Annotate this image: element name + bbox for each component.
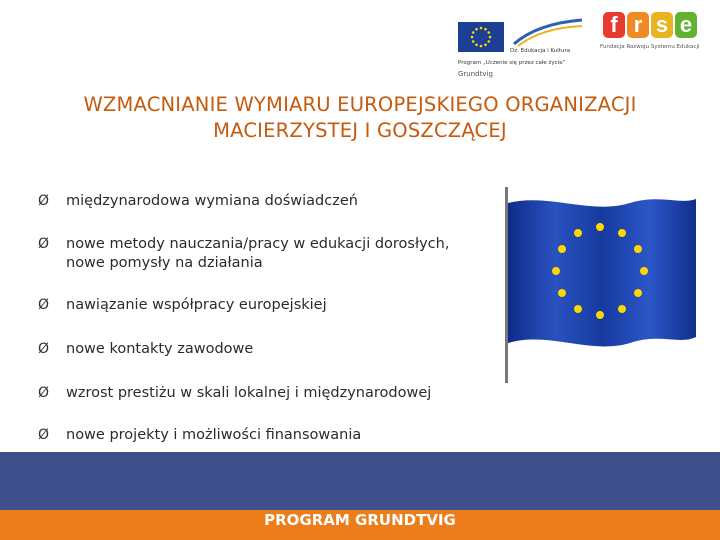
header-logos <box>450 12 712 80</box>
frse-letter: s <box>651 12 673 38</box>
footer-band <box>0 452 720 510</box>
frse-letter: e <box>675 12 697 38</box>
list-item <box>38 296 327 315</box>
list-item <box>38 426 361 445</box>
list-item-text: wzrost prestiżu w skali lokalnej i międzynarodowej <box>66 385 432 401</box>
program-swoosh-icon <box>512 18 584 48</box>
frse-letter: r <box>627 12 649 38</box>
list-item <box>38 192 358 211</box>
list-item-text: nowe metody nauczania/pracy w edukacji dorosłych, nowe pomysły na działania <box>66 236 450 271</box>
eu-program-name: Dz. Edukacja i Kultura <box>510 48 571 54</box>
frse-logo <box>600 12 710 72</box>
eu-flag-icon <box>458 22 504 52</box>
eu-program-sub: Grundtvig <box>458 70 493 78</box>
list-item <box>38 340 253 359</box>
arrow-bullet-icon: Ø <box>38 341 50 357</box>
frse-caption: Fundacja Rozwoju Systemu Edukacji <box>600 44 700 50</box>
eu-program-logo <box>456 18 596 82</box>
arrow-bullet-icon: Ø <box>38 427 50 443</box>
arrow-bullet-icon: Ø <box>38 193 50 209</box>
slide-title-line2: MACIERZYSTEJ I GOSZCZĄCEJ <box>213 119 507 142</box>
eu-program-line: Program „Uczenie się przez całe życie” <box>458 60 566 66</box>
list-item-text: nowe projekty i możliwości finansowania <box>66 427 362 443</box>
list-item-text: międzynarodowa wymiana doświadczeń <box>66 193 358 209</box>
list-item <box>38 384 431 403</box>
eu-flag-image <box>500 185 700 385</box>
frse-letter: f <box>603 12 625 38</box>
list-item-text: nowe kontakty zawodowe <box>66 341 254 357</box>
arrow-bullet-icon: Ø <box>38 236 50 252</box>
arrow-bullet-icon: Ø <box>38 385 50 401</box>
list-item <box>38 235 486 273</box>
list-item-text: nawiązanie współpracy europejskiej <box>66 297 327 313</box>
slide-title <box>30 92 690 144</box>
arrow-bullet-icon: Ø <box>38 297 50 313</box>
footer-program-label: PROGRAM GRUNDTVIG <box>264 511 456 529</box>
slide-title-line1: WZMACNIANIE WYMIARU EUROPEJSKIEGO ORGANIZACJI <box>83 93 637 116</box>
